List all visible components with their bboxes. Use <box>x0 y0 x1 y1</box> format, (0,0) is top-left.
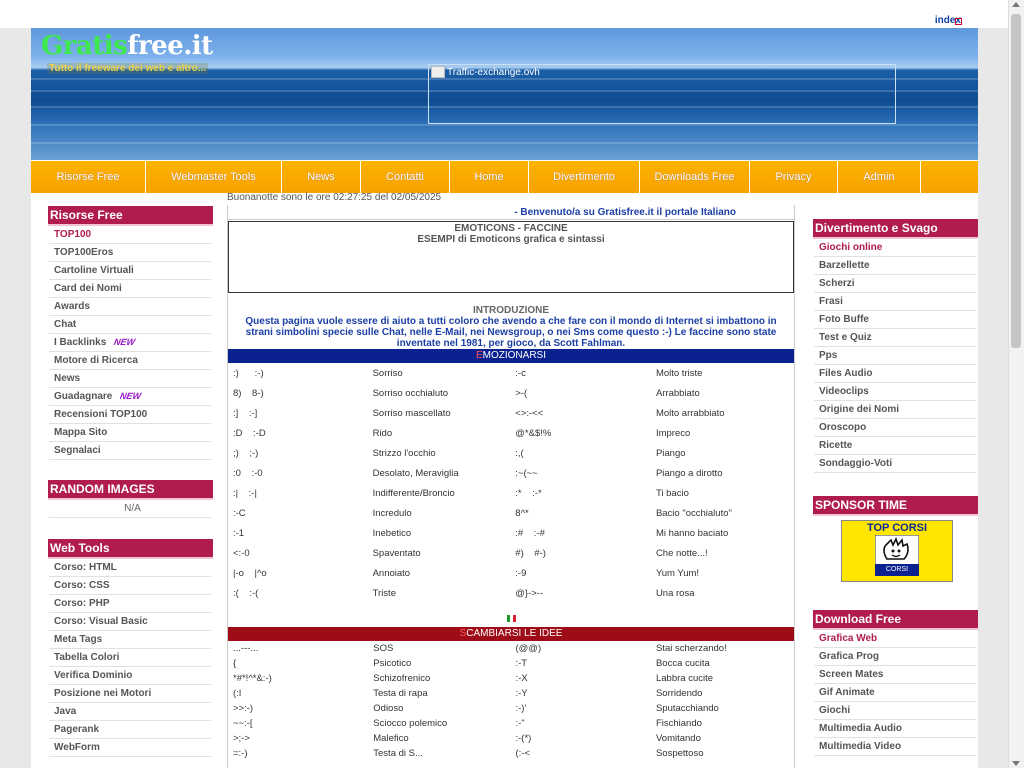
emoticon-cell: :~(~~ <box>515 467 538 479</box>
emoticon-row <box>228 403 794 423</box>
sidebar-item-barzellette[interactable]: Barzellette <box>814 257 976 275</box>
sponsor-banner[interactable] <box>841 520 953 582</box>
idea-cell: Psicotico <box>373 658 412 669</box>
emoticons-table <box>228 363 794 603</box>
welcome-marquee: - Benvenuto/a su Gratisfree.it il portale Italiano <box>228 205 794 220</box>
box-title: EMOTICONS - FACCINE <box>454 223 568 234</box>
idea-cell: Sorridendo <box>655 688 703 699</box>
emoticon-cell: Sorriso occhialuto <box>372 387 449 399</box>
idea-row <box>228 671 794 686</box>
emoticon-cell: 8^* <box>515 507 529 519</box>
emoticon-cell: Incredulo <box>372 507 412 519</box>
idea-cell: :-)' <box>515 703 527 714</box>
sidebar-item-mappa-sito[interactable]: Mappa Sito <box>49 424 211 442</box>
emoticon-cell: :-1 <box>233 527 245 539</box>
idea-cell: :-Y <box>515 688 528 699</box>
emoticon-cell: Indifferente/Broncio <box>372 487 455 499</box>
scroll-down-icon[interactable] <box>1012 761 1020 766</box>
nav-item-admin[interactable]: Admin <box>838 161 921 193</box>
nav-item-risorse-free[interactable]: Risorse Free <box>31 161 146 193</box>
sponsor-banner-title: TOP CORSI <box>866 522 928 534</box>
emoticon-row <box>228 443 794 463</box>
emoticon-cell: :-C <box>233 507 246 519</box>
sidebar-item-ricette[interactable]: Ricette <box>814 437 976 455</box>
sidebar-item-frasi[interactable]: Frasi <box>814 293 976 311</box>
sidebar-item-awards[interactable]: Awards <box>49 298 211 316</box>
nav-item-downloads-free[interactable]: Downloads Free <box>640 161 750 193</box>
sidebar-item-posizione-nei-motori[interactable]: Posizione nei Motori <box>49 685 211 703</box>
sidebar-item-corso-visual-basic[interactable]: Corso: Visual Basic <box>49 613 211 631</box>
sidebar-item-meta-tags[interactable]: Meta Tags <box>49 631 211 649</box>
emoticon-cell: Spaventato <box>372 547 421 559</box>
idea-cell: :-X <box>515 673 528 684</box>
idea-cell: Bocca cucita <box>655 658 710 669</box>
sidebar-item-gif-animate[interactable]: Gif Animate <box>814 684 976 702</box>
emoticon-cell: :) :-) <box>233 367 264 379</box>
sidebar-item-corso-css[interactable]: Corso: CSS <box>49 577 211 595</box>
emoticon-cell: Impreco <box>655 427 691 439</box>
emoticon-cell: :( :-( <box>233 587 259 599</box>
sidebar-item-webform[interactable]: WebForm <box>49 739 211 757</box>
emoticon-cell: Una rosa <box>655 587 695 599</box>
sidebar-item-chat[interactable]: Chat <box>49 316 211 334</box>
left-sidebar <box>48 206 213 757</box>
emoticon-cell: <>:-<< <box>515 407 544 419</box>
idea-cell: Fischiando <box>655 718 702 729</box>
sidebar-item-test-e-quiz[interactable]: Test e Quiz <box>814 329 976 347</box>
sidebar-item-segnalaci[interactable]: Segnalaci <box>49 442 211 460</box>
broken-image-icon <box>431 66 445 78</box>
idea-cell: Schizofrenico <box>373 673 431 684</box>
idea-cell: Sospettoso <box>655 748 704 759</box>
flag-stripe <box>513 615 516 622</box>
emoticon-cell: Molto triste <box>655 367 703 379</box>
emoticon-cell: Piango <box>655 447 686 459</box>
idea-cell: Labbra cucite <box>655 673 714 684</box>
sidebar-item-i-backlinks[interactable]: I Backlinks NEW <box>49 334 211 352</box>
emoticon-cell: :| :-| <box>233 487 257 499</box>
emoticon-cell: :,( <box>515 447 524 459</box>
banner-alt-text: Traffic-exchange.ovh <box>447 66 540 78</box>
nav-item-contatti[interactable]: Contatti <box>361 161 450 193</box>
idea-cell: (@@) <box>515 643 542 654</box>
emoticon-cell: :D :-D <box>233 427 266 439</box>
emoticon-cell: |-o |^o <box>233 567 267 579</box>
index-marker-icon <box>955 18 962 25</box>
intro-heading: INTRODUZIONE <box>472 305 550 316</box>
random-images-heading: RANDOM IMAGES <box>48 480 213 500</box>
emoticon-cell: Yum Yum! <box>655 567 700 579</box>
hand-icon <box>875 535 919 565</box>
emoticon-cell: <:-0 <box>233 547 250 559</box>
sidebar-item-pps[interactable]: Pps <box>814 347 976 365</box>
idea-cell: Stai scherzando! <box>655 643 727 654</box>
main-content <box>227 205 795 768</box>
sidebar-item-guadagnare[interactable]: Guadagnare NEW <box>49 388 211 406</box>
emoticon-row <box>228 363 794 383</box>
idea-cell: :-(*) <box>515 733 532 744</box>
index-link[interactable]: index <box>934 15 961 26</box>
idea-row <box>228 701 794 716</box>
sidebar-item-top100[interactable]: TOP100 <box>49 226 211 244</box>
emoticon-cell: Rido <box>372 427 393 439</box>
nav-item-privacy[interactable]: Privacy <box>750 161 838 193</box>
idea-cell: ~~:-[ <box>233 718 253 729</box>
emoticon-row <box>228 503 794 523</box>
emoticon-cell: Molto arrabbiato <box>655 407 725 419</box>
emoticon-cell: ;) ;-) <box>233 447 259 459</box>
sidebar-item-files-audio[interactable]: Files Audio <box>814 365 976 383</box>
header-banner <box>31 28 978 160</box>
sidebar-item-multimedia-audio[interactable]: Multimedia Audio <box>814 720 976 738</box>
emoticon-row <box>228 423 794 443</box>
emoticon-cell: Desolato, Meraviglia <box>372 467 459 479</box>
download-free-heading: Download Free <box>813 610 978 630</box>
emoticon-row <box>228 483 794 503</box>
idea-cell: Testa di S... <box>373 748 423 759</box>
right-sidebar <box>813 219 978 756</box>
nav-item-webmaster-tools[interactable]: Webmaster Tools <box>146 161 282 193</box>
emoticon-cell: Sorriso <box>372 367 403 379</box>
idea-cell: Odioso <box>373 703 404 714</box>
emoticon-cell: Triste <box>372 587 396 599</box>
greeting-text: Buonanotte sono le ore 02:27:25 del 02/05/2025 <box>227 192 442 203</box>
emoticon-cell: @}->-- <box>515 587 544 599</box>
section-emozionarsi-header <box>228 349 794 363</box>
idea-cell: (:I <box>233 688 242 699</box>
sidebar-item-news[interactable]: News <box>49 370 211 388</box>
emoticon-cell: :* :-* <box>515 487 542 499</box>
logo-part1: Gratis <box>41 31 128 61</box>
sidebar-item-foto-buffe[interactable]: Foto Buffe <box>814 311 976 329</box>
idea-cell: Vomitando <box>655 733 701 744</box>
emoticon-cell: Strizzo l'occhio <box>372 447 436 459</box>
idea-row <box>228 656 794 671</box>
emoticon-cell: 8) 8-) <box>233 387 264 399</box>
section-initial: S <box>459 628 467 639</box>
idea-cell: (:-< <box>515 748 531 759</box>
sidebar-item-pagerank[interactable]: Pagerank <box>49 721 211 739</box>
idea-cell: *#*!^*&:-) <box>233 673 272 684</box>
sponsor-banner-label: CORSI <box>875 564 919 576</box>
site-tagline: Tutto il freeware dei web e altro... <box>49 63 207 74</box>
idea-row <box>228 641 794 656</box>
sidebar-item-screen-mates[interactable]: Screen Mates <box>814 666 976 684</box>
idea-cell: >;-> <box>233 733 250 744</box>
sidebar-item-videoclips[interactable]: Videoclips <box>814 383 976 401</box>
idea-cell: ...---... <box>233 643 259 654</box>
emoticon-cell: :] :-] <box>233 407 258 419</box>
vertical-scrollbar[interactable] <box>1008 0 1024 768</box>
emoticon-cell: >-( <box>515 387 528 399</box>
emoticon-row <box>228 543 794 563</box>
emoticon-cell: Annoiato <box>372 567 411 579</box>
sidebar-item-motore-di-ricerca[interactable]: Motore di Ricerca <box>49 352 211 370</box>
nav-item-news[interactable]: News <box>282 161 361 193</box>
emoticon-cell: Che notte...! <box>655 547 708 559</box>
sidebar-item-recensioni-top100[interactable]: Recensioni TOP100 <box>49 406 211 424</box>
sidebar-item-corso-html[interactable]: Corso: HTML <box>49 559 211 577</box>
nav-filler <box>921 161 978 193</box>
divertimento-heading: Divertimento e Svago <box>813 219 978 239</box>
ad-banner[interactable] <box>428 64 896 124</box>
scroll-thumb[interactable] <box>1011 14 1021 348</box>
emoticon-cell: Ti bacio <box>655 487 689 499</box>
box-subtitle: ESEMPI di Emoticons grafica e sintassi <box>417 234 605 245</box>
idea-cell: Malefico <box>373 733 409 744</box>
risorse-free-heading: Risorse Free <box>48 206 213 226</box>
emoticon-cell: @*&$!% <box>515 427 552 439</box>
ideas-table <box>228 641 794 761</box>
sidebar-item-card-dei-nomi[interactable]: Card dei Nomi <box>49 280 211 298</box>
web-tools-heading: Web Tools <box>48 539 213 559</box>
random-images-value: N/A <box>49 500 211 518</box>
idea-row <box>228 746 794 761</box>
idea-cell: :-T <box>515 658 528 669</box>
emoticon-cell: Bacio "occhialuto" <box>655 507 732 519</box>
site-logo[interactable] <box>41 31 213 61</box>
emoticon-cell: Sorriso mascellato <box>372 407 451 419</box>
sponsor-heading: SPONSOR TIME <box>813 496 978 516</box>
emoticon-cell: :# :-# <box>515 527 545 539</box>
sidebar-item-tabella-colori[interactable]: Tabella Colori <box>49 649 211 667</box>
emoticon-row <box>228 523 794 543</box>
emoticon-cell: :0 :-0 <box>233 467 263 479</box>
sidebar-item-oroscopo[interactable]: Oroscopo <box>814 419 976 437</box>
emoticon-cell: Piango a dirotto <box>655 467 723 479</box>
sidebar-item-grafica-prog[interactable]: Grafica Prog <box>814 648 976 666</box>
sidebar-item-verifica-dominio[interactable]: Verifica Dominio <box>49 667 211 685</box>
emoticon-row <box>228 383 794 403</box>
emoticon-cell: Arrabbiato <box>655 387 700 399</box>
new-badge: NEW <box>113 337 137 347</box>
sidebar-item-multimedia-video[interactable]: Multimedia Video <box>814 738 976 756</box>
top-bar <box>0 0 1009 28</box>
idea-cell: { <box>233 658 237 669</box>
sidebar-item-cartoline-virtuali[interactable]: Cartoline Virtuali <box>49 262 211 280</box>
intro-text: Questa pagina vuole essere di aiuto a tutti coloro che avendo a che fare con il mondo di Internet si imbattono in strani simbolini specie sulle Chat, nelle E-Mail, nei Newsgroup, o nei Sms come questo :-) Le faccine sono state inventate nel 1981, per gioco, da Scott Fahlman. <box>245 316 777 349</box>
sidebar-item-origine-dei-nomi[interactable]: Origine dei Nomi <box>814 401 976 419</box>
sidebar-item-top100eros[interactable]: TOP100Eros <box>49 244 211 262</box>
idea-row <box>228 731 794 746</box>
idea-row <box>228 716 794 731</box>
emoticon-row <box>228 583 794 603</box>
emoticon-cell: :-9 <box>515 567 527 579</box>
emoticon-cell: :-c <box>515 367 526 379</box>
idea-cell: >>:-) <box>233 703 254 714</box>
logo-part2: free.it <box>127 31 213 61</box>
idea-cell: Sputacchiando <box>655 703 719 714</box>
idea-cell: Sciocco polemico <box>373 718 448 729</box>
nav-item-divertimento[interactable]: Divertimento <box>529 161 640 193</box>
scroll-up-icon[interactable] <box>1012 2 1020 7</box>
section-initial: E <box>475 350 483 361</box>
emoticon-row <box>228 463 794 483</box>
idea-cell: SOS <box>373 643 394 654</box>
sidebar-item-giochi-online[interactable]: Giochi online <box>814 239 976 257</box>
sidebar-item-scherzi[interactable]: Scherzi <box>814 275 976 293</box>
sidebar-item-java[interactable]: Java <box>49 703 211 721</box>
emoticon-cell: Inebetico <box>372 527 412 539</box>
italian-flag-icon <box>228 611 794 625</box>
sidebar-item-giochi[interactable]: Giochi <box>814 702 976 720</box>
emoticon-cell: Mi hanno baciato <box>655 527 729 539</box>
sidebar-item-sondaggio-voti[interactable]: Sondaggio-Voti <box>814 455 976 473</box>
nav-item-home[interactable]: Home <box>450 161 529 193</box>
main-nav <box>31 160 978 193</box>
section-scambiarsi-header <box>228 627 794 641</box>
emoticons-box <box>228 221 794 293</box>
idea-row <box>228 686 794 701</box>
sidebar-item-grafica-web[interactable]: Grafica Web <box>814 630 976 648</box>
section-title: CAMBIARSI LE IDEE <box>466 628 563 639</box>
sidebar-item-corso-php[interactable]: Corso: PHP <box>49 595 211 613</box>
emoticon-row <box>228 563 794 583</box>
idea-cell: :-" <box>515 718 525 729</box>
idea-cell: =:-) <box>233 748 248 759</box>
section-title: MOZIONARSI <box>482 350 546 361</box>
new-badge: NEW <box>119 391 143 401</box>
idea-cell: Testa di rapa <box>373 688 428 699</box>
emoticon-cell: #) #-) <box>515 547 546 559</box>
